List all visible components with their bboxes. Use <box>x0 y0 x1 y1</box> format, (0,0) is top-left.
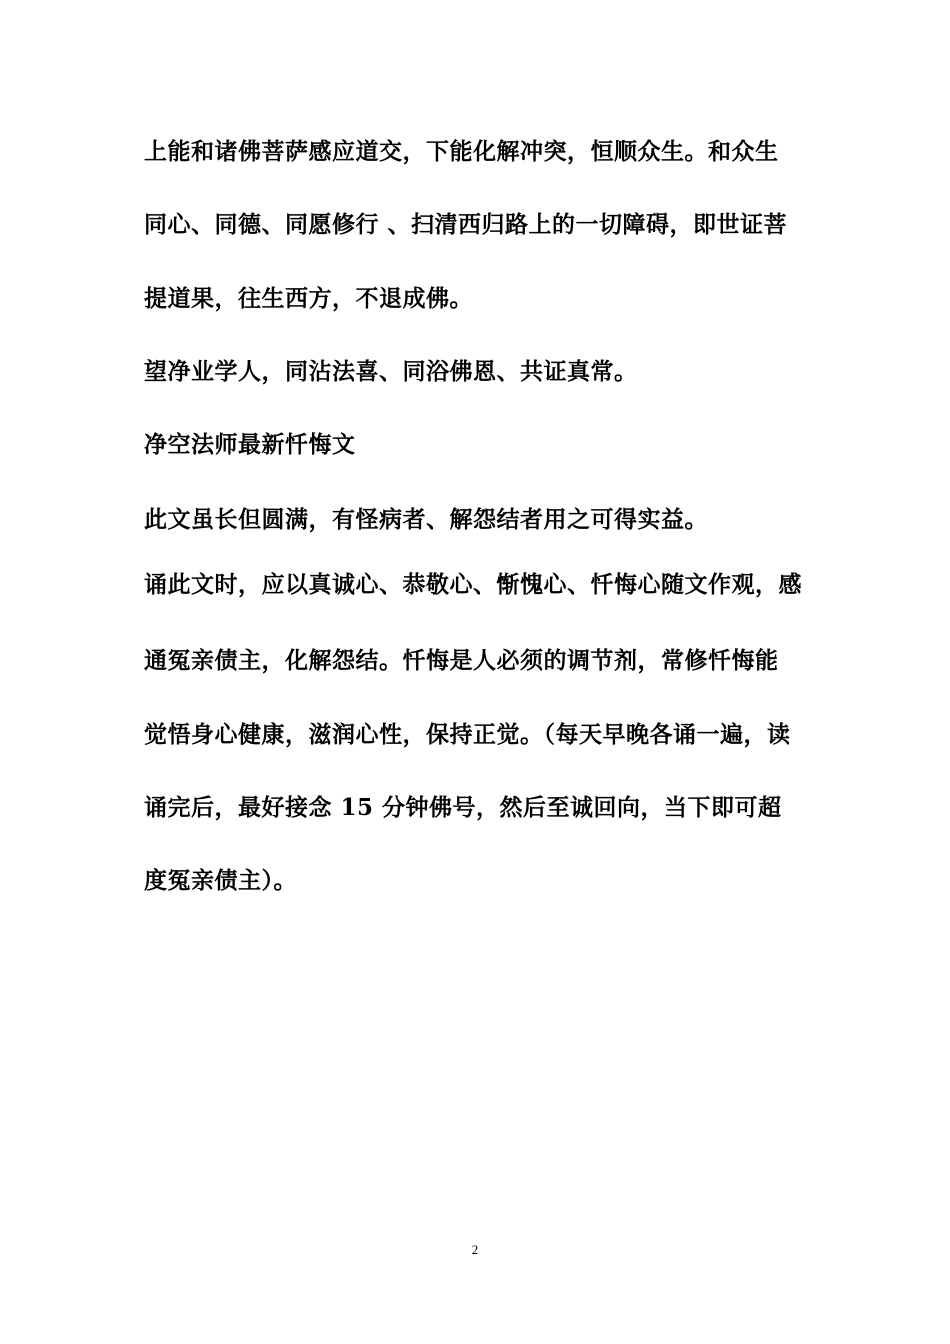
paragraph-line: 觉悟身心健康，滋润心性，保持正觉。（每天早晚各诵一遍，读 <box>144 721 791 748</box>
paragraph-line: 诵完后，最好接念 15 分钟佛号，然后至诚回向，当下即可超 <box>144 794 782 821</box>
paragraph-line: 诵此文时，应以真诚心、恭敬心、惭愧心、忏悔心随文作观，感 <box>144 571 802 598</box>
paragraph-line: 望净业学人，同沾法喜、同浴佛恩、共证真常。 <box>144 358 638 385</box>
paragraph-line: 上能和诸佛菩萨感应道交，下能化解冲突，恒顺众生。和众生 <box>144 138 779 165</box>
section-title: 净空法师最新忏悔文 <box>144 431 356 458</box>
paragraph-line: 度冤亲债主）。 <box>144 867 297 894</box>
page-number: 2 <box>471 1242 479 1257</box>
paragraph-line: 通冤亲债主，化解怨结。忏悔是人必须的调节剂，常修忏悔能 <box>144 647 779 674</box>
paragraph-line: 此文虽长但圆满，有怪病者、解怨结者用之可得实益。 <box>144 506 708 533</box>
paragraph-line: 提道果，往生西方，不退成佛。 <box>144 285 473 312</box>
paragraph-line: 同心、同德、同愿修行 、扫清西归路上的一切障碍，即世证菩 <box>144 211 788 238</box>
